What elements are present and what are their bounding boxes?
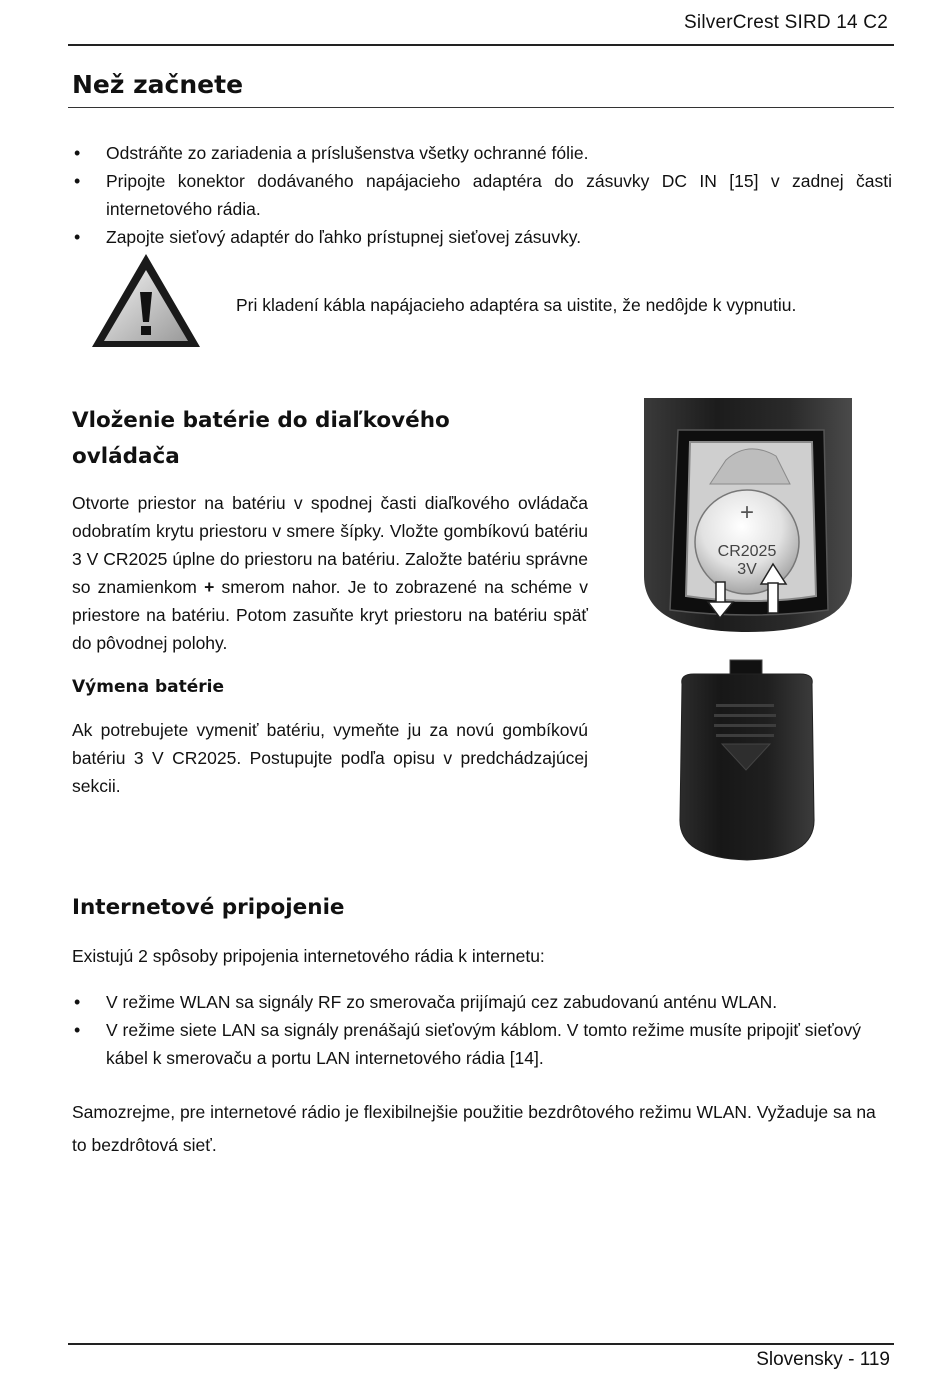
battery-instructions <box>72 489 588 657</box>
battery-compartment-photo <box>640 396 856 634</box>
header-rule <box>68 44 894 46</box>
battery-voltage-label: 3V <box>737 561 757 578</box>
section-title-line: Vloženie batérie do diaľkového <box>72 408 450 433</box>
battery-cover-photo <box>672 658 822 862</box>
section-title-before-start: Než začnete <box>72 70 244 99</box>
page-number: 119 <box>859 1349 890 1370</box>
section-title-rule <box>68 107 894 108</box>
connection-modes-list <box>72 988 892 1072</box>
section-title-internet: Internetové pripojenie <box>72 895 345 920</box>
warning-text: Pri kladení kábla napájacieho adaptéra sa uistite, že nedôjde k vypnutiu. <box>236 295 797 315</box>
list-item: • V režime WLAN sa signály RF zo smerovača prijímajú cez zabudovanú anténu WLAN. <box>72 988 892 1016</box>
closing-paragraph: Samozrejme, pre internetové rádio je flexibilnejšie použitie bezdrôtového režimu WLAN. Vyžaduje sa na to bezdrôtová sieť. <box>72 1102 876 1155</box>
list-item: • Pripojte konektor dodávaného napájacieho adaptéra do zásuvky DC IN [15] v zadnej časti internetového rádia. <box>72 167 892 223</box>
warning-triangle-icon <box>90 252 202 350</box>
subsection-title-replace: Výmena batérie <box>72 677 225 697</box>
internet-intro: Existujú 2 spôsoby pripojenia internetového rádia k internetu: <box>72 946 545 966</box>
section-title-line: ovládača <box>72 444 180 469</box>
battery-plus-mark: + <box>739 499 755 526</box>
list-item: • V režime siete LAN sa signály prenášajú sieťovým káblom. V tomto režime musíte pripojiť sieťový kábel k smerovaču a portu LAN internetového rádia [14]. <box>72 1016 892 1072</box>
text-run: Otvorte priestor na batériu v spodnej časti diaľkového ovládača odobratím krytu priestoru v smere šípky. Vložte gombíkovú batériu 3 V CR2025 úplne do priestoru na batériu. Založte batériu správne so znamienkom <box>72 493 588 597</box>
footer-language: Slovensky <box>756 1349 843 1370</box>
replace-instructions: Ak potrebujete vymeniť batériu, vymeňte ju za novú gombíkovú batériu 3 V CR2025. Postupujte podľa opisu v predchádzajúcej sekcii. <box>72 720 588 796</box>
footer-separator: - <box>842 1349 860 1370</box>
section-title-battery <box>72 403 512 475</box>
plus-sign: + <box>204 577 215 597</box>
document-header: SilverCrest SIRD 14 C2 <box>684 12 888 33</box>
battery-model-label: CR2025 <box>717 543 777 560</box>
list-item: • Odstráňte zo zariadenia a príslušenstva všetky ochranné fólie. <box>72 139 892 167</box>
text-run: smerom nahor. Je to zobrazené na schéme v priestore na batériu. Potom zasuňte kryt priestoru na batériu späť do pôvodnej polohy. <box>72 577 588 653</box>
page-footer <box>756 1349 890 1371</box>
list-item: • Zapojte sieťový adaptér do ľahko prístupnej sieťovej zásuvky. <box>72 223 892 251</box>
footer-rule <box>68 1343 894 1345</box>
before-start-list <box>72 139 892 251</box>
